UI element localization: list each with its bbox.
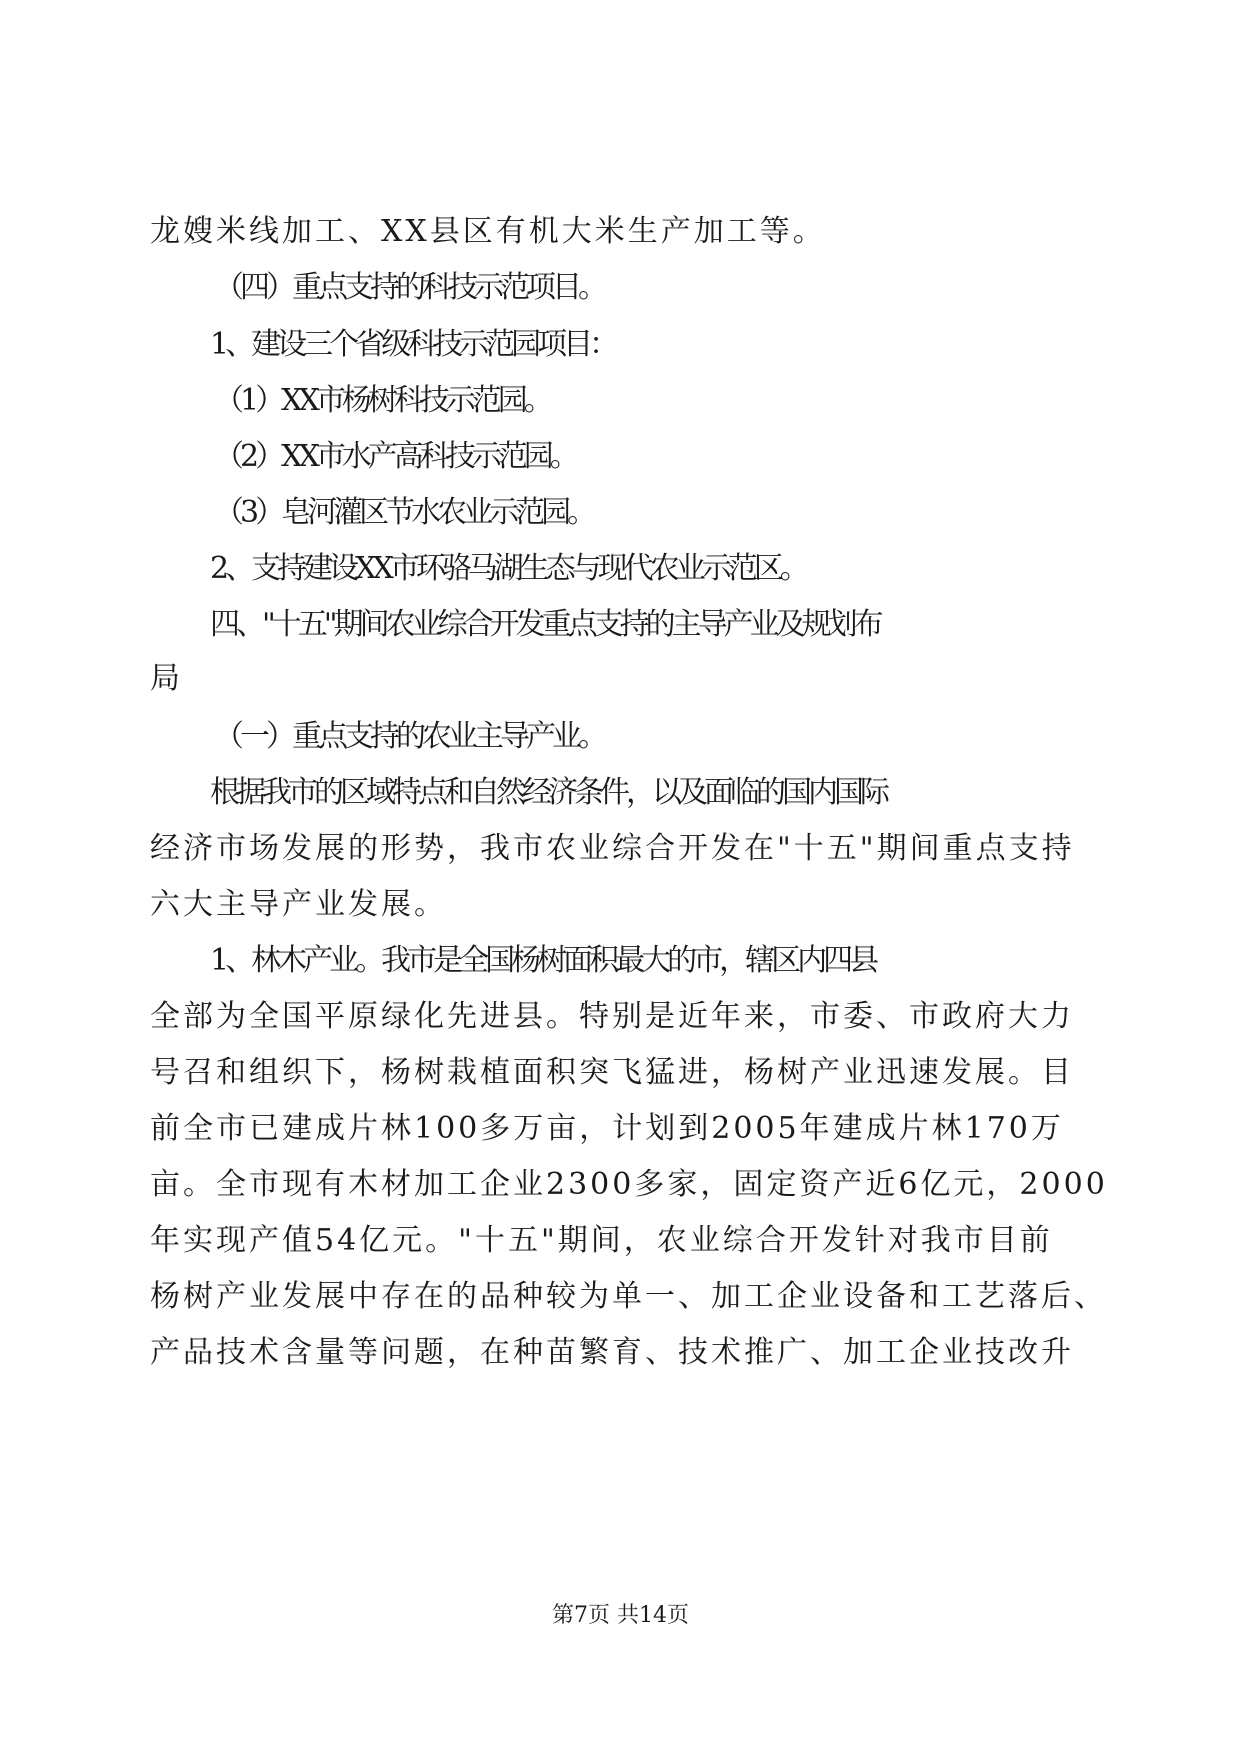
section-heading: （四）重点支持的科技示范项目。 xyxy=(214,270,604,305)
paragraph-line: 号召和组织下，杨树栽植面积突飞猛进，杨树产业迅速发展。目 xyxy=(150,1055,1074,1090)
paragraph-line: 杨树产业发展中存在的品种较为单一、加工企业设备和工艺落后、 xyxy=(150,1279,1107,1314)
section-heading-continued: 局 xyxy=(150,661,183,696)
list-item: （3）皂河灌区节水农业示范园。 xyxy=(214,495,594,530)
paragraph-line: 全部为全国平原绿化先进县。特别是近年来，市委、市政府大力 xyxy=(150,999,1074,1034)
list-item: （1）XX市杨树科技示范园。 xyxy=(214,383,550,418)
list-item: 1、建设三个省级科技示范园项目： xyxy=(210,327,616,362)
paragraph-line: 经济市场发展的形势，我市农业综合开发在"十五"期间重点支持 xyxy=(150,831,1075,866)
text-line: 龙嫂米线加工、XX县区有机大米生产加工等。 xyxy=(150,214,826,249)
paragraph-line: 根据我市的区域特点和自然经济条件，以及面临的国内国际 xyxy=(210,775,886,810)
paragraph-line: 1、林木产业。我市是全国杨树面积最大的市，辖区内四县 xyxy=(210,943,876,978)
page-number-footer: 第7页 共14页 xyxy=(552,1603,689,1628)
section-heading: 四、"十五"期间农业综合开发重点支持的主导产业及规划布 xyxy=(210,607,880,642)
paragraph-line: 年实现产值54亿元。"十五"期间，农业综合开发针对我市目前 xyxy=(150,1223,1053,1258)
subsection-heading: （一）重点支持的农业主导产业。 xyxy=(214,719,604,754)
list-item: 2、支持建设XX市环骆马湖生态与现代农业示范区。 xyxy=(210,551,806,586)
list-item: （2）XX市水产高科技示范园。 xyxy=(214,439,576,474)
paragraph-line: 亩。全市现有木材加工企业2300多家，固定资产近6亿元，2000 xyxy=(150,1167,1108,1202)
paragraph-line: 六大主导产业发展。 xyxy=(150,887,447,922)
paragraph-line: 产品技术含量等问题，在种苗繁育、技术推广、加工企业技改升 xyxy=(150,1335,1074,1370)
paragraph-line: 前全市已建成片林100多万亩，计划到2005年建成片林170万 xyxy=(150,1111,1064,1146)
